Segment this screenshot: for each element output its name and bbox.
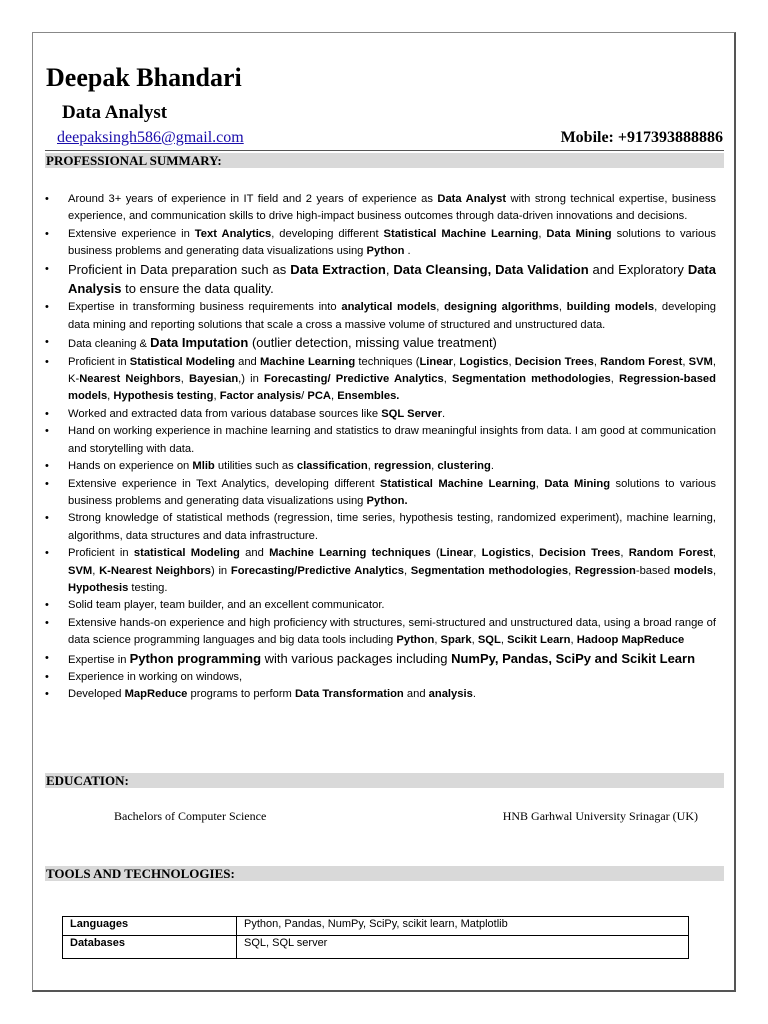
bullet-icon: • — [45, 425, 49, 438]
summary-text-run: Python. — [366, 494, 408, 507]
summary-text-run: Data Analysis — [68, 261, 716, 297]
summary-text-run: Experience in working on windows, — [68, 670, 243, 683]
summary-text-run: Hands on experience on — [68, 460, 193, 473]
bullet-icon: • — [45, 670, 49, 683]
summary-text-run: classification — [296, 460, 368, 473]
summary-text-run: , — [508, 355, 515, 368]
summary-text-run: Regression — [574, 564, 636, 577]
bullet-icon: • — [45, 688, 49, 701]
summary-text-run: Text Analytics — [194, 227, 272, 240]
summary-text-run: MapReduce — [124, 688, 188, 701]
summary-text-run: Spark — [440, 634, 472, 647]
summary-text-run: and Exploratory — [588, 261, 688, 277]
summary-text-run: SQL — [477, 634, 501, 647]
summary-text-run: Mlib — [192, 460, 215, 473]
summary-text-run: Proficient in — [68, 547, 134, 560]
summary-text-run: Forecasting/Predictive Analytics — [230, 564, 404, 577]
summary-text-run: designing algorithms — [444, 301, 559, 314]
summary-text-run: , — [434, 634, 441, 647]
summary-item — [45, 615, 716, 650]
summary-item — [45, 406, 716, 423]
summary-text-run: . — [404, 245, 411, 258]
summary-text-run: Data Mining — [546, 227, 612, 240]
summary-text-run: Decision Trees — [539, 547, 621, 560]
summary-text-run: Statistical Machine Learning — [380, 477, 536, 490]
summary-text-run: . — [441, 407, 446, 420]
summary-text-run: Extensive experience in — [68, 227, 195, 240]
summary-text-run: Segmentation methodologies — [410, 564, 569, 577]
summary-text-run: Proficient in Data preparation such as — [68, 261, 291, 277]
summary-text-run: , — [92, 564, 100, 577]
summary-text-run: Around 3+ years of experience in IT field and 2 years of experience as — [68, 193, 438, 205]
summary-text-run: , — [453, 355, 460, 368]
bullet-icon: • — [45, 407, 49, 420]
summary-text-run: Segmentation methodologies — [452, 373, 611, 386]
summary-text-run: , — [107, 390, 114, 403]
summary-text-run: SVM — [688, 355, 713, 368]
summary-text-run: , — [436, 301, 445, 314]
summary-text-run: techniques ( — [355, 355, 420, 368]
summary-text-run: , — [682, 355, 689, 368]
summary-item — [45, 669, 716, 686]
summary-text-run: Data Imputation — [150, 335, 249, 351]
summary-text-run: Hypothesis — [68, 581, 129, 594]
bullet-icon: • — [45, 547, 49, 560]
summary-text-run: , — [558, 301, 567, 314]
summary-text-run: Expertise in — [68, 653, 130, 666]
summary-text-run: ( — [430, 547, 440, 560]
summary-text-run: testing. — [128, 581, 168, 594]
summary-text-run: Logistics — [459, 355, 509, 368]
summary-text-run: Machine Learning — [259, 355, 356, 368]
summary-text-run: . — [472, 688, 476, 701]
summary-text-run: , — [443, 373, 452, 386]
summary-text-run: analysis — [428, 688, 473, 701]
tools-value-languages: Python, Pandas, NumPy, SciPy, scikit learn, Matplotlib — [237, 917, 689, 936]
bullet-icon: • — [45, 301, 49, 314]
summary-text-run: regression — [373, 460, 432, 473]
summary-text-run: Data Analyst — [437, 193, 507, 205]
summary-item — [45, 458, 716, 475]
summary-text-run: Linear — [419, 355, 454, 368]
summary-text-run: Data cleaning & — [68, 338, 151, 351]
summary-text-run: , — [385, 261, 394, 277]
summary-text-run: with various packages including — [261, 650, 452, 666]
summary-text-run: , — [500, 634, 508, 647]
summary-item — [45, 510, 716, 545]
summary-text-run: Python programming — [129, 650, 262, 666]
summary-item — [45, 597, 716, 614]
summary-item — [45, 261, 716, 300]
bullet-icon: • — [45, 227, 49, 240]
summary-text-run: Logistics — [481, 547, 531, 560]
summary-text-run: , — [712, 564, 717, 577]
summary-text-run: (outlier detection, missing value treatment) — [248, 335, 497, 351]
summary-text-run: building models — [566, 301, 655, 314]
summary-text-run: to ensure the data quality. — [121, 281, 274, 297]
bullet-icon: • — [45, 477, 49, 490]
summary-text-run: / — [301, 390, 308, 403]
summary-text-run: , — [535, 477, 545, 490]
bullet-icon: • — [45, 616, 49, 629]
job-title: Data Analyst — [62, 102, 168, 123]
summary-text-run: , — [530, 547, 540, 560]
summary-text-run: with strong technical expertise, business experience, and communication skills to drive high-impact business outcomes through data-driven innovations and decisions. — [68, 193, 717, 223]
table-row — [63, 917, 689, 936]
bullet-icon: • — [45, 512, 49, 525]
tools-key-databases: Databases — [63, 936, 237, 959]
summary-text-run: , — [473, 547, 482, 560]
resume-page — [32, 32, 736, 992]
summary-text-run: . — [490, 460, 494, 473]
summary-item — [45, 226, 716, 261]
summary-text-run: Expertise in transforming business requirements into — [68, 301, 342, 314]
summary-text-run: clustering — [437, 460, 491, 473]
tools-heading: TOOLS AND TECHNOLOGIES: — [45, 866, 724, 881]
summary-text-run: , developing different — [271, 227, 384, 240]
tools-value-databases: SQL, SQL server — [237, 936, 689, 959]
bullet-icon: • — [45, 599, 49, 612]
header-divider — [45, 150, 724, 151]
summary-text-run: Ensembles. — [337, 390, 400, 403]
tools-key-languages: Languages — [63, 917, 237, 936]
summary-text-run: utilities such as — [214, 460, 297, 473]
summary-text-run: Hadoop MapReduce — [576, 634, 685, 647]
summary-text-run: Worked and extracted data from various database sources like — [68, 407, 382, 420]
summary-text-run: models — [673, 564, 713, 577]
summary-text-run: Bayesian — [189, 373, 239, 386]
education-heading: EDUCATION: — [45, 773, 724, 788]
summary-text-run: Linear — [439, 547, 474, 560]
summary-text-run: K-Nearest Neighbors — [99, 564, 211, 577]
summary-text-run: statistical Modeling — [133, 547, 240, 560]
education-university: HNB Garhwal University Srinagar (UK) — [502, 809, 698, 823]
summary-text-run: , developing data mining and reporting solutions that scale a cross a massive volume of structured and unstructured data. — [68, 301, 717, 331]
summary-text-run: NumPy, Pandas, SciPy and Scikit Learn — [451, 650, 696, 666]
summary-text-run: ,) in — [238, 373, 265, 386]
summary-item — [45, 423, 716, 458]
summary-text-run: Data Extraction — [290, 261, 386, 277]
summary-text-run: solutions to various business problems and generating data visualizations using — [68, 477, 716, 507]
summary-text-run: Data Cleansing, Data Validation — [393, 261, 589, 277]
summary-text-run: Extensive hands-on experience and high proficiency with structures, semi-structured and unstructured data, using a broad range of data science programming languages and big data tools including — [68, 616, 716, 647]
summary-text-run: Statistical Modeling — [129, 355, 235, 368]
summary-text-run: Strong knowledge of statistical methods (regression, time series, hypothesis testing, randomized experiment), machine learning, algorithms, data structures and data infrastructure. — [68, 512, 716, 542]
summary-text-run: Forecasting/ Predictive Analytics — [264, 373, 444, 386]
summary-text-run: , — [593, 355, 601, 368]
summary-text-run: ) in — [211, 564, 231, 577]
summary-text-run: PCA — [307, 390, 332, 403]
summary-text-run: SQL Server — [381, 407, 442, 420]
table-row — [63, 936, 689, 959]
summary-text-run: , — [331, 390, 338, 403]
bullet-icon: • — [45, 262, 49, 275]
summary-heading: PROFESSIONAL SUMMARY: — [45, 153, 724, 168]
bullet-icon: • — [45, 336, 49, 349]
summary-text-run: Hand on working experience in machine learning and statistics to draw meaningful insights from data. I am good at communication and storytelling with data. — [68, 425, 716, 455]
summary-item — [45, 686, 716, 703]
summary-text-run: , — [610, 373, 619, 386]
summary-text-run: Factor analysis — [219, 390, 302, 403]
email-link[interactable]: deepaksingh586@gmail.com — [57, 129, 244, 146]
bullet-icon: • — [45, 193, 49, 205]
summary-text-run: , — [538, 227, 547, 240]
summary-text-run: Random Forest — [628, 547, 713, 560]
summary-text-run: and — [234, 355, 260, 368]
summary-text-run: , — [568, 564, 575, 577]
summary-text-run: Statistical Machine Learning — [383, 227, 539, 240]
summary-text-run: Random Forest — [600, 355, 683, 368]
summary-text-run: solutions to various business problems and generating data visualizations using — [68, 227, 717, 258]
summary-text-run: , — [431, 460, 438, 473]
summary-text-run: Nearest Neighbors — [79, 373, 181, 386]
candidate-name: Deepak Bhandari — [46, 63, 242, 92]
summary-item — [45, 299, 716, 334]
summary-text-run: Machine Learning techniques — [269, 547, 431, 560]
summary-text-run: and — [403, 688, 429, 701]
summary-text-run: , — [712, 547, 717, 560]
summary-text-run: Regression-based models — [68, 373, 716, 403]
summary-text-run: Data Transformation — [294, 688, 404, 701]
summary-item — [45, 545, 716, 597]
summary-text-run: Hypothesis testing — [113, 390, 214, 403]
summary-item — [45, 191, 716, 226]
tools-table — [62, 916, 689, 959]
summary-item — [45, 354, 716, 406]
summary-text-run: Solid team player, team builder, and an excellent communicator. — [68, 599, 385, 612]
bullet-icon: • — [45, 460, 49, 473]
summary-text-run: Python — [396, 634, 435, 647]
summary-text-run: Decision Trees — [514, 355, 594, 368]
summary-text-run: Scikit Learn — [507, 634, 571, 647]
summary-item — [45, 476, 716, 511]
summary-text-run: , — [180, 373, 190, 386]
summary-text-run: , — [471, 634, 478, 647]
summary-text-run: , — [403, 564, 411, 577]
summary-text-run: , — [570, 634, 577, 647]
mobile-number: Mobile: +917393888886 — [560, 129, 723, 146]
summary-item — [45, 334, 716, 353]
summary-text-run: analytical models — [341, 301, 437, 314]
summary-list — [45, 191, 716, 704]
summary-text-run: Extensive experience in Text Analytics, developing different — [68, 477, 381, 490]
summary-text-run: , K- — [68, 355, 716, 386]
summary-text-run: -based — [635, 564, 674, 577]
summary-text-run: , — [213, 390, 220, 403]
summary-text-run: programs to perform — [187, 688, 295, 701]
bullet-icon: • — [45, 651, 49, 664]
summary-text-run: Data Mining — [544, 477, 611, 490]
summary-item — [45, 650, 716, 669]
bullet-icon: • — [45, 355, 49, 368]
summary-text-run: , — [620, 547, 629, 560]
summary-text-run: Proficient in — [68, 355, 130, 368]
summary-text-run: SVM — [68, 564, 93, 577]
summary-text-run: Python — [366, 245, 405, 258]
summary-text-run: Developed — [68, 688, 125, 701]
summary-text-run: , — [367, 460, 374, 473]
education-degree: Bachelors of Computer Science — [114, 809, 267, 823]
summary-text-run: and — [239, 547, 270, 560]
